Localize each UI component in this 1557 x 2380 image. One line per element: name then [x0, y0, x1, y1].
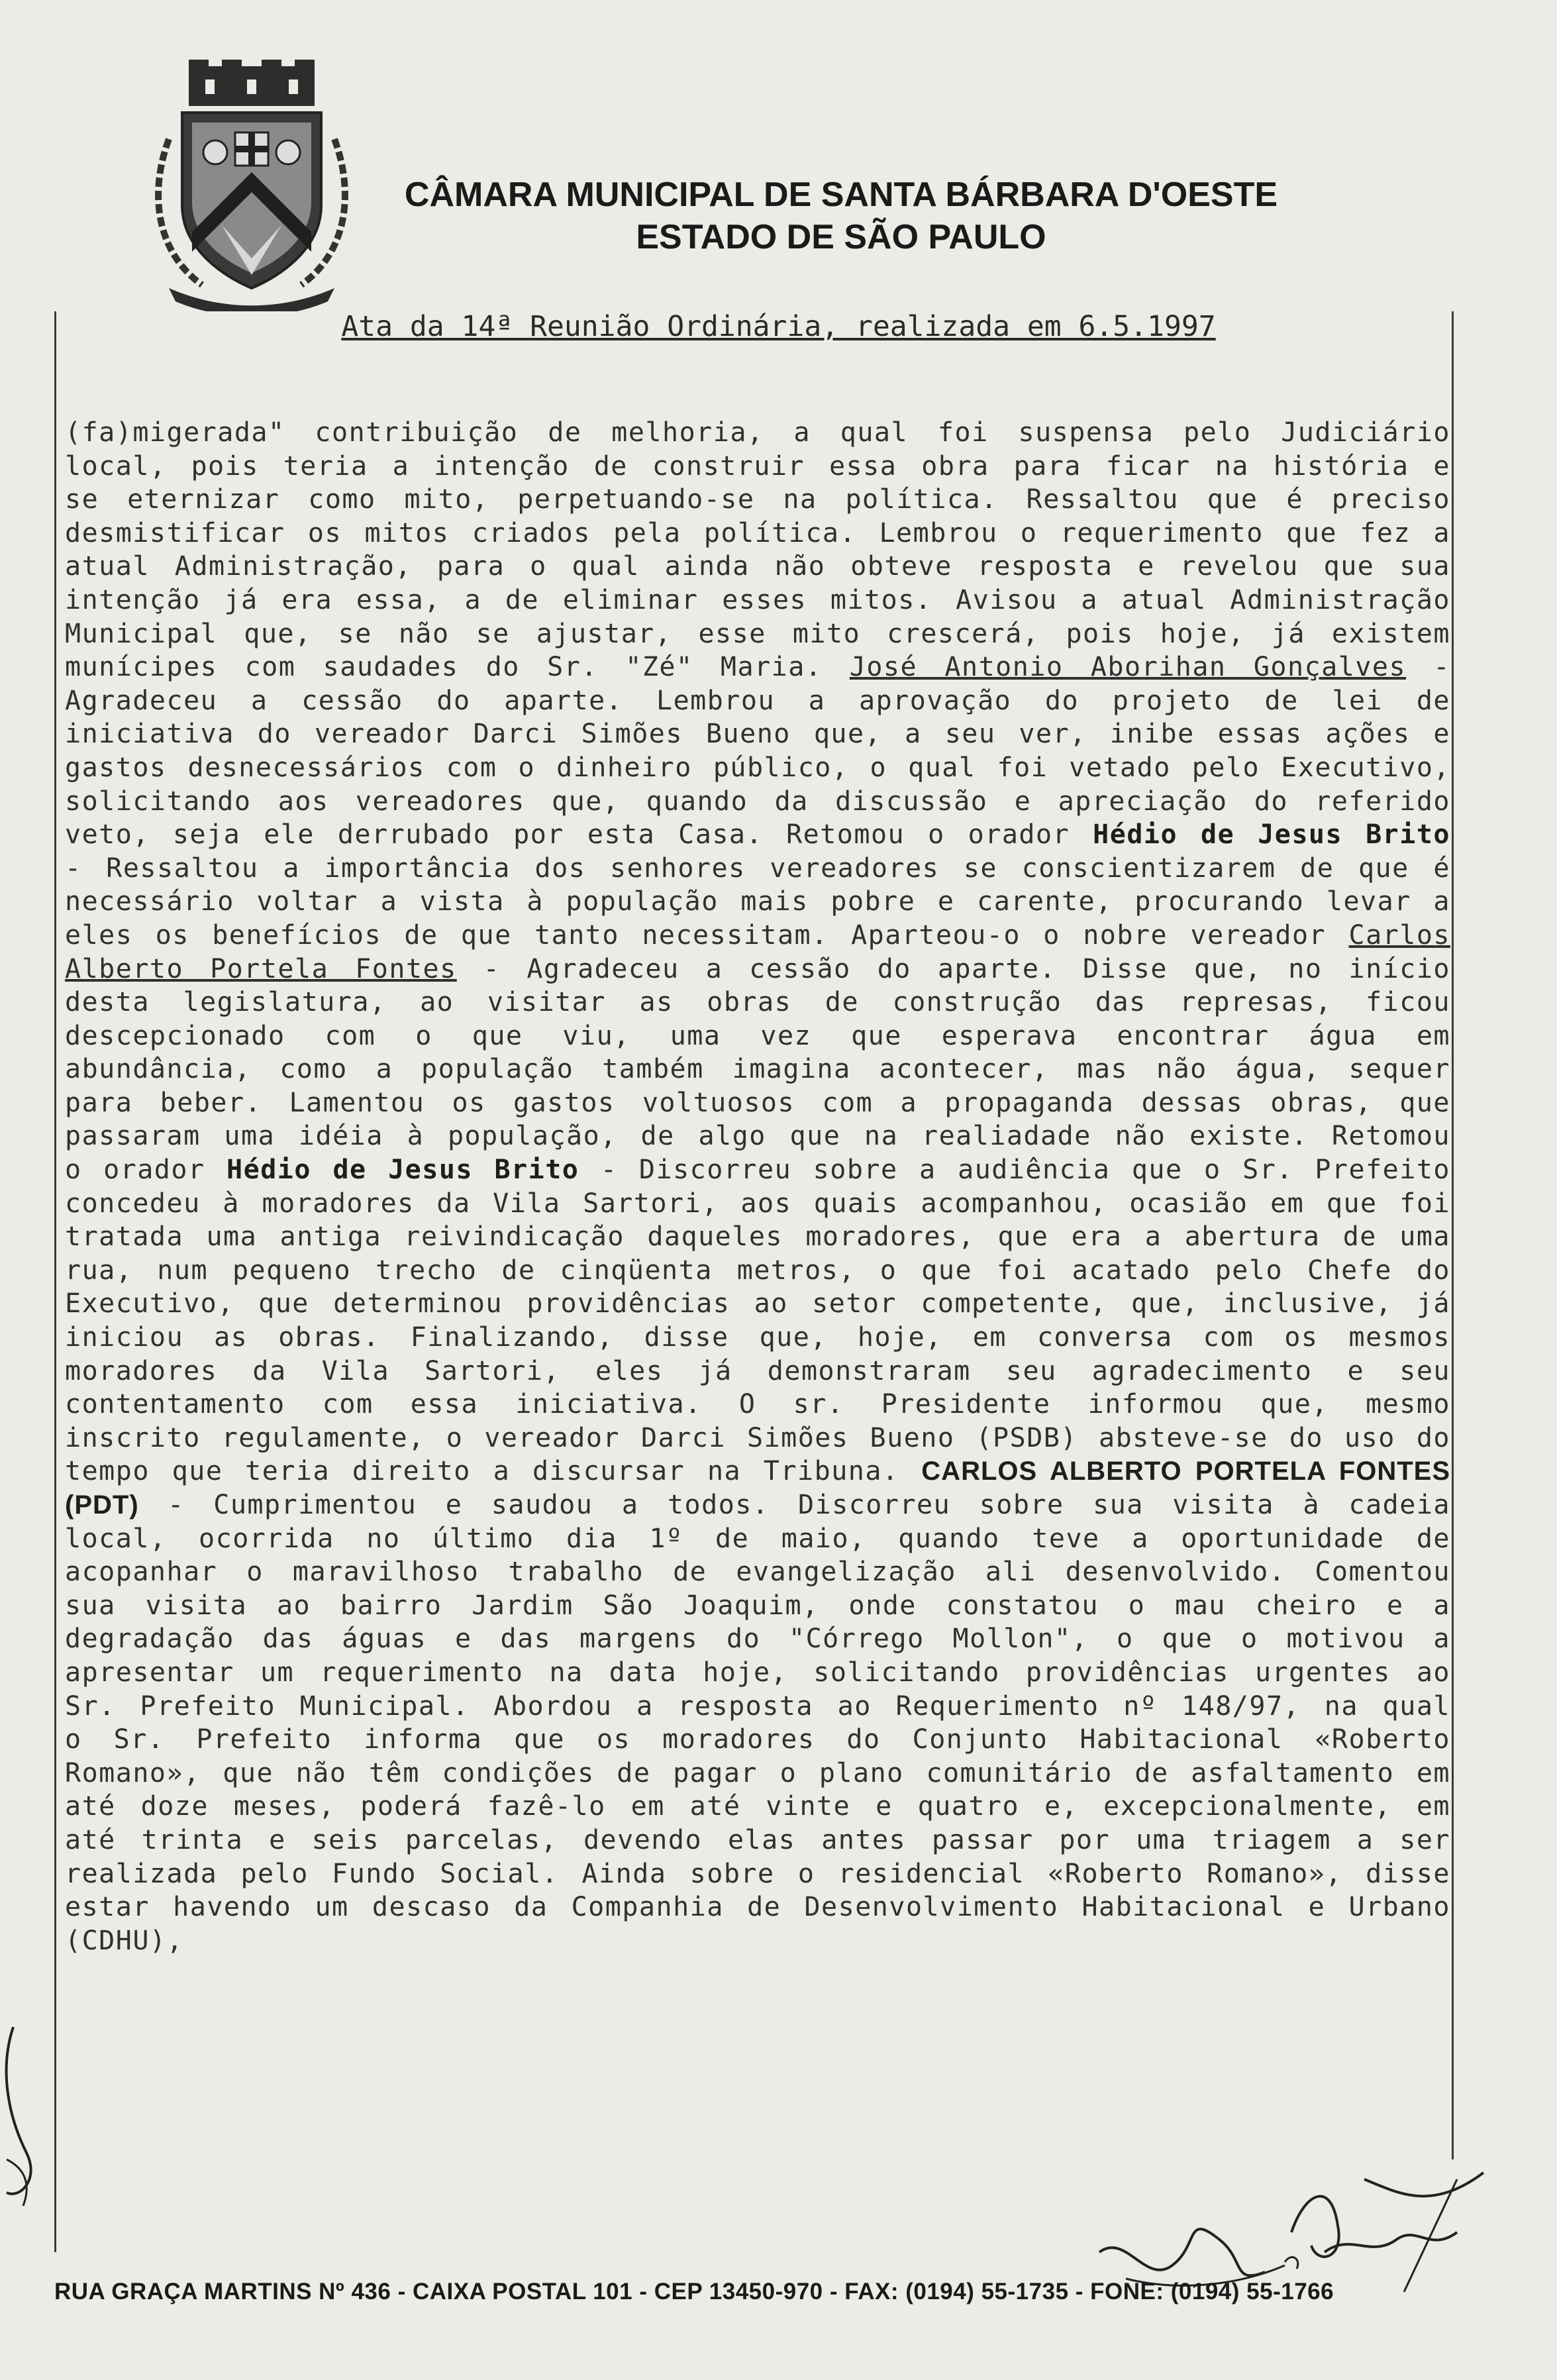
speaker-name: Hédio de Jesus Brito [226, 1155, 579, 1186]
margin-initials-image [0, 2027, 46, 2239]
coat-of-arms-emblem [142, 60, 361, 311]
aparte-speaker-name: José Antonio Aborihan Gonçalves [849, 652, 1407, 683]
minutes-text-segment: - Agradeceu a cessão do aparte. Lembrou a aprovação do projeto de lei de iniciativa do vereador Darci Simões Bueno que, a seu ver, inibe essas ações e gastos desnecessários com o dinheiro público, o qual foi vetado pelo Executivo, solicitando aos vereadores que, quando da discussão e apreciação do referido veto, seja ele derrubado por esta Casa. Retomou o orador [65, 652, 1450, 851]
minutes-text-segment: - Cumprimentou e saudou a todos. Discorreu sobre sua visita à cadeia local, ocorrida no último dia 1º de maio, quando teve a oportunidade de acopanhar o maravilhoso trabalho de evangelização ali desenvolvido. Comentou sua visita ao bairro Jardim São Joaquim, onde constatou o mau cheiro e a degradação das águas e das margens do "Córrego Mollon", o que o motivou a apresentar um requerimento na data hoje, solicitando providências urgentes ao Sr. Prefeito Municipal. Abordou a resposta ao Requerimento nº 148/97, na qual o Sr. Prefeito informa que os moradores do Conjunto Habitacional «Roberto Romano», que não têm condições de pagar o plano comunitário de asfaltamento em até doze meses, poderá fazê-lo em até vinte e quatro e, excepcionalmente, em até trinta e seis parcelas, devendo elas antes passar por uma triagem a ser realizada pelo Fundo Social. Ainda sobre o residencial «Roberto Romano», disse estar havendo um descaso da Companhia de Desenvolvimento Habitacional e Urbano (CDHU), [65, 1490, 1450, 1956]
speaker-name: CARLOS ALBERTO PORTELA FONTES (PDT) [65, 1457, 1450, 1520]
footer-address: RUA GRAÇA MARTINS Nº 436 - CAIXA POSTAL 101 - CEP 13450-970 - FAX: (0194) 55-1735 - FONE: (0194) 55-1766 [54, 2279, 1334, 2304]
minutes-text-segment: (fa)migerada" contribuição de melhoria, a qual foi suspensa pelo Judiciário local, pois teria a intenção de construir essa obra para ficar na história e se eternizar como mito, perpetuando-se na política. Ressaltou que é preciso desmistificar os mitos criados pela política. Lembrou o requerimento que fez a atual Administração, para o qual ainda não obteve resposta e revelou que sua intenção já era essa, a de eliminar esses mitos. Avisou a atual Administração Municipal que, se não se ajustar, esse mito crescerá, pois hoje, já existem munícipes com saudades do Sr. "Zé" Maria. [65, 417, 1450, 683]
document-title: Ata da 14ª Reunião Ordinária, realizada em 6.5.1997 [341, 310, 1216, 343]
right-border-line [1452, 311, 1454, 2159]
left-border-line [54, 311, 56, 2252]
minutes-text-segment: - Agradeceu a cessão do aparte. Disse que, no início desta legislatura, ao visitar as obras de construção das represas, ficou descepcionado com o que viu, uma vez que esperava encontrar água em abundância, como a população também imagina acontecer, mas não água, sequer para beber. Lamentou os gastos voltuosos com a propaganda dessas obras, que passaram uma idéia à população, de algo que na realiadade não existe. Retomou o orador [65, 953, 1450, 1186]
aparte-speaker-name: Carlos Alberto Portela Fontes [65, 919, 1450, 984]
organization-name: CÂMARA MUNICIPAL DE SANTA BÁRBARA D'OESTE [404, 176, 1278, 214]
minutes-body-text [65, 416, 1450, 1957]
speaker-name: Hédio de Jesus Brito [1093, 819, 1450, 851]
minutes-text-segment: - Ressaltou a importância dos senhores vereadores se conscientizarem de que é necessário voltar a vista à população mais pobre e carente, procurando levar a eles os benefícios de que tanto necessitam. Aparteou-o o nobre vereador [65, 853, 1450, 951]
minutes-text-segment: - Discorreu sobre a audiência que o Sr. Prefeito concedeu à moradores da Vila Sartori, aos quais acompanhou, ocasião em que foi tratada uma antiga reivindicação daqueles moradores, que era a abertura de uma rua, num pequeno trecho de cinqüenta metros, o que foi acatado pelo Chefe do Executivo, que determinou providências ao setor competente, que, inclusive, já iniciou as obras. Finalizando, disse que, hoje, em conversa com os mesmos moradores da Vila Sartori, eles já demonstraram seu agradecimento e seu contentamento com essa iniciativa. O sr. Presidente informou que, mesmo inscrito regulamente, o vereador Darci Simões Bueno (PSDB) absteve-se do uso do tempo que teria direito a discursar na Tribuna. [65, 1155, 1450, 1487]
organization-state: ESTADO DE SÃO PAULO [636, 218, 1046, 256]
organization-header [371, 174, 1311, 258]
